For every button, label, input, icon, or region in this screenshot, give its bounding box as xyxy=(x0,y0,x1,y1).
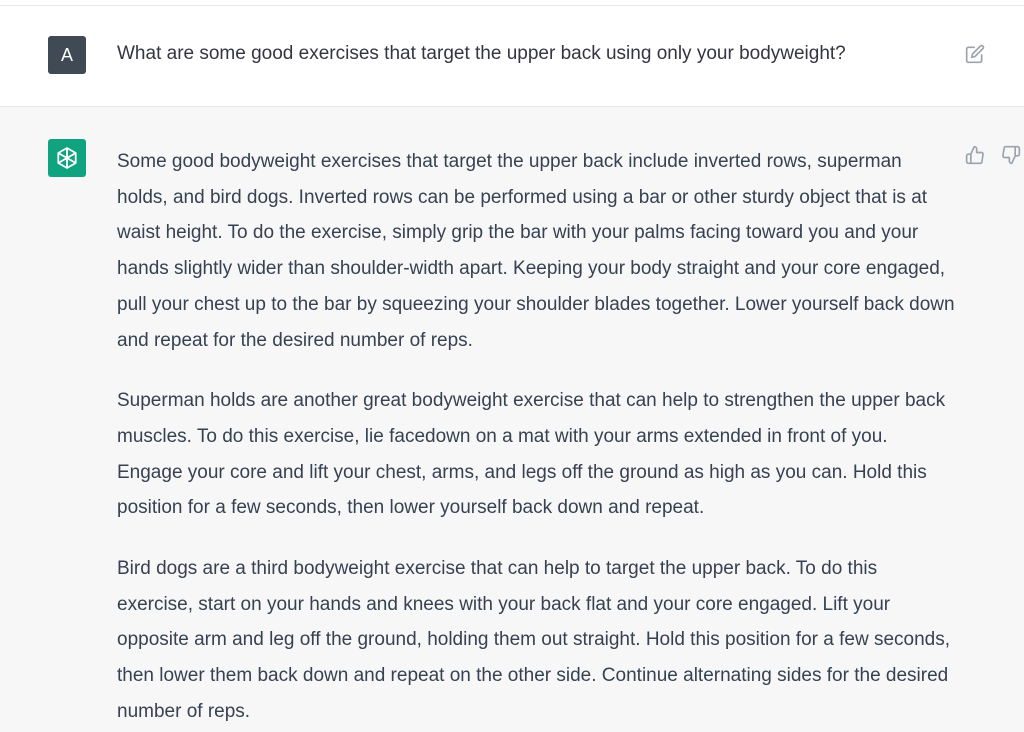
user-message-row xyxy=(0,6,1024,107)
assistant-response xyxy=(117,144,957,730)
user-avatar: A xyxy=(48,36,86,74)
user-message-text: What are some good exercises that target the upper back using only your bodyweight? xyxy=(117,43,846,64)
response-paragraph: Some good bodyweight exercises that target the upper back include inverted rows, superman holds, and bird dogs. Inverted rows can be performed using a bar or other sturdy object that is at waist height. To do the exercise, simply grip the bar with your palms facing toward you and your hands slightly wider than shoulder-width apart. Keeping your body straight and your core engaged, pull your chest up to the bar by squeezing your shoulder blades together. Lower yourself back down and repeat for the desired number of reps. xyxy=(117,151,955,351)
openai-logo-icon xyxy=(54,145,80,171)
response-paragraph: Superman holds are another great bodyweight exercise that can help to strengthen the upper back muscles. To do this exercise, lie facedown on a mat with your arms extended in front of you. Engage your core and lift your chest, arms, and legs off the ground as high as you can. Hold this position for a few seconds, then lower yourself back down and repeat. xyxy=(117,390,946,519)
thumbs-up-icon xyxy=(965,145,985,165)
response-paragraph: Bird dogs are a third bodyweight exercise that can help to target the upper back. To do this exercise, start on your hands and knees with your back flat and your core engaged. Lift your opposite arm and leg off the ground, holding them out straight. Hold this position for a few seconds, then lower them back down and repeat on the other side. Continue alternating sides for the desired number of reps. xyxy=(117,558,950,722)
assistant-message-row xyxy=(0,107,1024,732)
edit-icon xyxy=(965,44,985,64)
thumbs-down-icon xyxy=(1001,145,1021,165)
edit-message-button[interactable] xyxy=(963,42,987,66)
thumbs-down-button[interactable] xyxy=(999,143,1023,167)
assistant-avatar xyxy=(48,139,86,177)
thumbs-up-button[interactable] xyxy=(963,143,987,167)
